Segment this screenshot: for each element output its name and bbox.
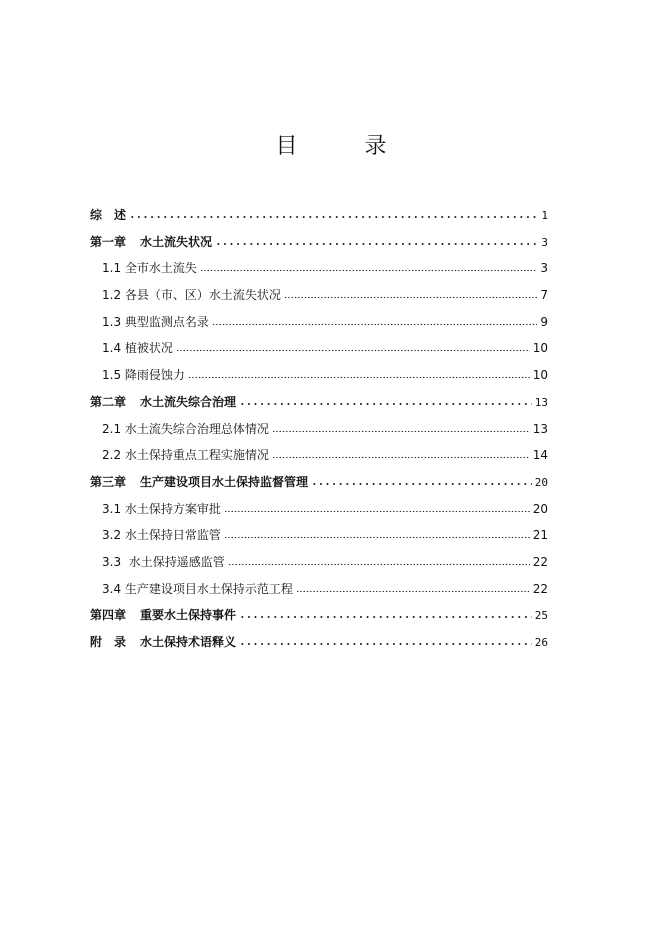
- toc-title: 目 录: [275, 134, 417, 159]
- toc-leader-dots: [200, 262, 537, 272]
- toc-leader-dots: [224, 529, 530, 539]
- toc-page-number: 9: [540, 314, 548, 329]
- toc-entry-label: 第二章 水土流失综合治理: [90, 394, 237, 409]
- toc-leader-dots: [215, 236, 537, 246]
- toc-leader-dots: [296, 583, 530, 593]
- toc-entry-1-3[interactable]: [90, 309, 548, 336]
- toc-page-number: 7: [540, 288, 548, 303]
- toc-entry-overview[interactable]: [90, 202, 548, 229]
- toc-page-number: 13: [534, 395, 548, 409]
- toc-page-number: 21: [532, 528, 548, 543]
- toc-page-number: 22: [532, 581, 548, 596]
- toc-entry-1-5[interactable]: [90, 362, 548, 389]
- toc-entry-3-1[interactable]: [90, 496, 548, 523]
- toc-entry-1-2[interactable]: [90, 282, 548, 309]
- toc-page-number: 22: [532, 554, 548, 569]
- toc-entry-3-4[interactable]: [90, 576, 548, 603]
- toc-entry-1-4[interactable]: [90, 335, 548, 362]
- toc-entry-label: 1.2 各县（市、区）水土流失状况: [102, 288, 281, 303]
- toc-entry-label: 3.4 生产建设项目水土保持示范工程: [102, 581, 293, 596]
- toc-page-number: 10: [532, 368, 548, 383]
- toc-page-number: 25: [534, 609, 548, 623]
- toc-page-number: 26: [534, 636, 548, 649]
- toc-leader-dots: [228, 556, 530, 566]
- toc-entry-label: 2.1 水土流失综合治理总体情况: [102, 421, 269, 436]
- toc-entry-2-2[interactable]: [90, 442, 548, 469]
- toc-entry-chapter-4[interactable]: [90, 602, 548, 629]
- toc-entry-chapter-2[interactable]: [90, 389, 548, 416]
- toc-leader-dots: [129, 209, 537, 219]
- toc-page-number: 20: [534, 475, 548, 489]
- toc-leader-dots: [272, 423, 530, 433]
- toc-leader-dots: [176, 342, 530, 352]
- toc-leader-dots: [224, 503, 530, 513]
- toc-leader-dots: [239, 396, 532, 406]
- toc-entry-label: 1.5 降雨侵蚀力: [102, 368, 185, 383]
- toc-page-number: 14: [532, 448, 548, 463]
- toc-entry-chapter-1[interactable]: [90, 229, 548, 256]
- toc-entry-3-2[interactable]: [90, 522, 548, 549]
- toc-page-number: 10: [532, 341, 548, 356]
- toc-entry-chapter-3[interactable]: [90, 469, 548, 496]
- toc-entry-label: 第四章 重要水土保持事件: [90, 608, 237, 623]
- toc-leader-dots: [284, 289, 537, 299]
- toc-entry-label: 第一章 水土流失状况: [90, 234, 213, 249]
- toc-leader-dots: [239, 636, 532, 646]
- toc-entry-1-1[interactable]: [90, 255, 548, 282]
- toc-entry-label: 1.3 典型监测点名录: [102, 314, 209, 329]
- toc-entry-3-3[interactable]: [90, 549, 548, 576]
- toc-entry-label: 综 述: [90, 208, 127, 222]
- toc-entry-appendix[interactable]: [90, 629, 548, 656]
- toc-page-number: 3: [541, 235, 548, 249]
- toc-entry-label: 3.1 水土保持方案审批: [102, 501, 221, 516]
- toc-page-number: 1: [541, 209, 548, 222]
- toc-leader-dots: [239, 609, 532, 619]
- toc-entry-label: 2.2 水土保持重点工程实施情况: [102, 448, 269, 463]
- toc-leader-dots: [311, 476, 532, 486]
- toc-page-number: 3: [540, 261, 548, 276]
- toc-leader-dots: [188, 369, 530, 379]
- toc-entry-label: 3.3 水土保持遥感监管: [102, 554, 225, 569]
- toc-entry-label: 第三章 生产建设项目水土保持监督管理: [90, 474, 309, 489]
- toc-page-number: 13: [532, 421, 548, 436]
- table-of-contents: [90, 202, 548, 656]
- toc-entry-label: 1.4 植被状况: [102, 341, 173, 356]
- toc-entry-label: 3.2 水土保持日常监管: [102, 528, 221, 543]
- toc-leader-dots: [272, 449, 530, 459]
- toc-page-number: 20: [532, 501, 548, 516]
- toc-leader-dots: [212, 316, 537, 326]
- toc-entry-2-1[interactable]: [90, 416, 548, 443]
- toc-entry-label: 附 录 水土保持术语释义: [90, 635, 237, 649]
- toc-entry-label: 1.1 全市水土流失: [102, 261, 197, 276]
